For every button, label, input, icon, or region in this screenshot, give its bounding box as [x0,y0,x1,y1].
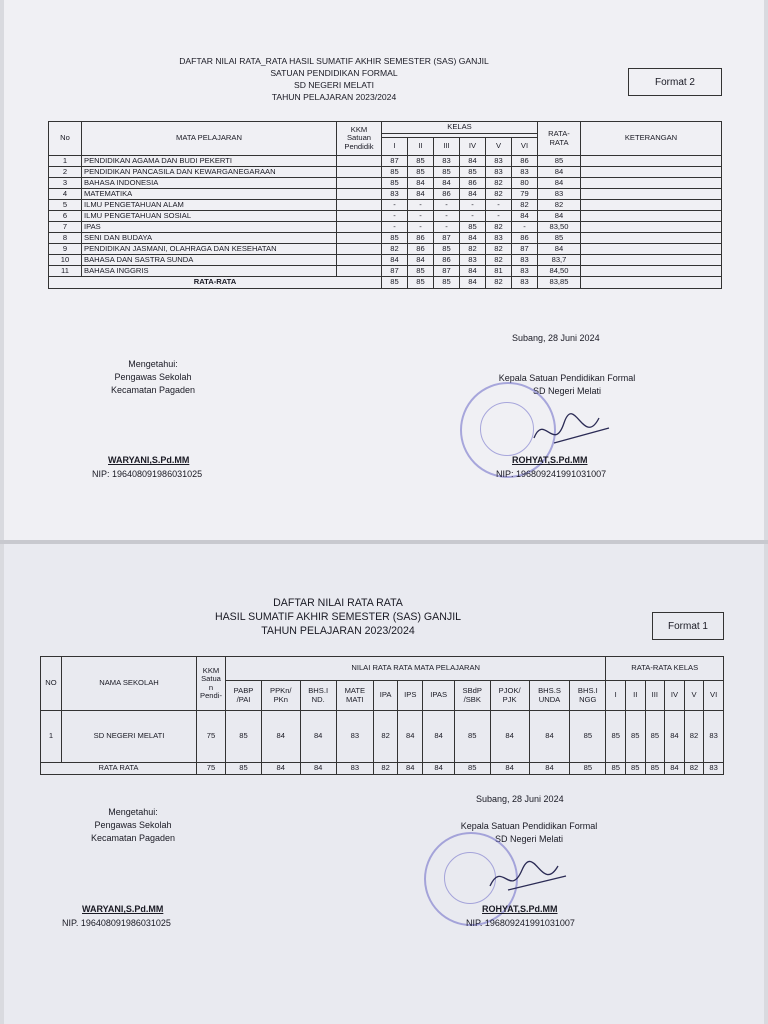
col-subject [529,681,569,711]
table-row [49,211,722,222]
row-avg: 82 [538,200,581,211]
col-class: I [382,138,408,156]
total-subject-value: 84 [423,763,455,775]
col-notes: KETERANGAN [581,122,722,156]
row-kkm [337,255,382,266]
sign-line: SD Negeri Melati [532,386,602,396]
subject-line: UNDA [538,694,561,704]
total-avg: 83,85 [538,277,581,289]
row-avg: 83,7 [538,255,581,266]
right-signatory-name: ROHYAT,S.Pd.MM [512,455,588,465]
subject-line: PKn [273,694,288,704]
row-avg: 83,50 [538,222,581,233]
table-row [49,178,722,189]
subject-line: MATE [344,686,366,696]
row-avg: 85 [538,156,581,167]
row-class-value: - [434,211,460,222]
total-subject-value: 85 [570,763,606,775]
table-row [49,156,722,167]
row-class-value: - [486,211,512,222]
row-class-value: 82 [512,200,538,211]
row-notes [581,266,722,277]
row-class-value: 83 [486,156,512,167]
row-notes [581,255,722,266]
row-subject-value: 84 [423,711,455,763]
row-subject: MATEMATIKA [82,189,337,200]
row-kkm [337,222,382,233]
row-kkm [337,200,382,211]
left-signatory-nip: NIP: 196408091986031025 [92,469,203,479]
row-subject-value: 84 [529,711,569,763]
col-class: III [434,138,460,156]
table-row [49,167,722,178]
col-subject [423,681,455,711]
sign-line: Kecamatan Pagaden [110,385,196,395]
row-class-value: 86 [460,178,486,189]
total-class-value: 83 [704,763,724,775]
sign-line: Pengawas Sekolah [114,372,192,382]
total-class-value: 85 [606,763,626,775]
row-class-value: 83 [486,167,512,178]
row-class-value: 86 [512,156,538,167]
col-class: II [408,138,434,156]
col-subject [261,681,300,711]
row-avg: 84 [538,244,581,255]
report-sheet-format-1 [4,544,764,1024]
row-class-value: - [382,200,408,211]
col-class: V [684,681,704,711]
row-kkm [337,189,382,200]
row-class-value: 84 [512,211,538,222]
title-line: TAHUN PELAJARAN 2023/2024 [261,625,415,637]
col-class: VI [704,681,724,711]
total-class-value: 83 [512,277,538,289]
col-avg [538,122,581,156]
row-class-value: 84 [434,178,460,189]
row-class-value: 79 [512,189,538,200]
col-kelas: KELAS [382,122,538,134]
total-subject-value: 85 [226,763,262,775]
row-class-value: 85 [408,266,434,277]
total-class-value: 82 [486,277,512,289]
row-class-value: 80 [512,178,538,189]
row-class-value: 85 [434,167,460,178]
total-subject-value: 84 [398,763,423,775]
row-class-value: - [460,211,486,222]
total-subject-value: 82 [373,763,397,775]
row-class-value: 84 [460,233,486,244]
row-class-value: 85 [460,222,486,233]
row-class-value: 83 [512,167,538,178]
table-row [49,266,722,277]
right-signatory-name: ROHYAT,S.Pd.MM [482,904,558,914]
row-class-value: 85 [382,178,408,189]
row-class-value: 82 [486,255,512,266]
col-class: IV [665,681,685,711]
row-class-value: 85 [460,167,486,178]
row-subject-value: 84 [261,711,300,763]
subject-line: BHS.I [308,686,329,696]
total-subject-value: 85 [454,763,490,775]
total-class-value: 84 [665,763,685,775]
row-class-value: 84 [665,711,685,763]
row-no: 8 [49,233,82,244]
row-no: 10 [49,255,82,266]
sign-line: Kepala Satuan Pendidikan Formal [460,821,598,831]
row-class-value: 82 [486,244,512,255]
total-notes [581,277,722,289]
row-class-value: 85 [606,711,626,763]
total-subject-value: 84 [261,763,300,775]
row-notes [581,233,722,244]
col-classes-group: RATA-RATA KELAS [606,657,724,681]
subject-line: IPAS [430,690,448,700]
total-label: RATA RATA [41,763,197,775]
total-subject-value: 84 [300,763,336,775]
row-class-value: 84 [382,255,408,266]
row-subject-value: 85 [570,711,606,763]
sheet1-title [164,55,504,103]
col-class: IV [460,138,486,156]
school-average-table [40,656,724,775]
total-row [49,277,722,289]
subject-grades-table [48,121,722,289]
col-school: NAMA SEKOLAH [62,657,197,711]
row-no: 2 [49,167,82,178]
row-class-value: 86 [408,233,434,244]
format-badge: Format 1 [652,612,724,640]
table-row [49,244,722,255]
left-signatory-name: WARYANI,S.Pd.MM [82,904,164,914]
row-class-value: 86 [408,244,434,255]
row-subject: BAHASA INGGRIS [82,266,337,277]
sheet2-title [188,596,488,638]
title-line: SATUAN PENDIDIKAN FORMAL [270,68,398,78]
sheet2-date: Subang, 28 Juni 2024 [476,794,564,804]
row-subject-value: 84 [300,711,336,763]
subject-line: /PAI [236,694,251,704]
sign-line: Kepala Satuan Pendidikan Formal [498,373,636,383]
row-class-value: 86 [434,189,460,200]
row-class-value: - [512,222,538,233]
row-avg: 84 [538,211,581,222]
row-class-value: - [434,200,460,211]
row-class-value: 87 [512,244,538,255]
title-line: DAFTAR NILAI RATA RATA [273,597,403,609]
subject-line: PJK [502,694,517,704]
sign-line: Mengetahui: [108,807,158,817]
avg-line: RATA [549,137,569,147]
row-class-value: 85 [382,167,408,178]
col-class: VI [512,138,538,156]
row-avg: 84,50 [538,266,581,277]
row-class-value: 84 [408,178,434,189]
total-label: RATA-RATA [49,277,382,289]
table-row [49,222,722,233]
subject-line: BHS.I [577,686,598,696]
kkm-line: Pendidik [344,141,374,151]
title-line: DAFTAR NILAI RATA_RATA HASIL SUMATIF AKHIR SEMESTER (SAS) GANJIL [179,56,489,66]
subject-line: PJOK/ [498,686,521,696]
row-notes [581,178,722,189]
col-subject [373,681,397,711]
row-class-value: 84 [460,189,486,200]
row-class-value: 85 [434,244,460,255]
row-notes [581,211,722,222]
total-class-value: 85 [408,277,434,289]
row-no: 1 [49,156,82,167]
sheet1-left-signatory [88,358,218,397]
sign-line: SD Negeri Melati [494,834,564,844]
row-class-value: 81 [486,266,512,277]
title-line: SD NEGERI MELATI [293,80,375,90]
table-row [49,255,722,266]
subject-line: MATI [346,694,364,704]
total-class-value: 85 [382,277,408,289]
row-class-value: 87 [434,266,460,277]
row-no: 3 [49,178,82,189]
signature-scribble [524,408,614,458]
row-class-value: 85 [408,156,434,167]
col-subject [300,681,336,711]
total-class-value: 82 [684,763,704,775]
row-notes [581,244,722,255]
row-class-value: 85 [625,711,645,763]
subject-line: /SBK [463,694,481,704]
row-class-value: - [382,222,408,233]
row-class-value: 82 [486,178,512,189]
row-class-value: - [382,211,408,222]
row-kkm [337,266,382,277]
total-subject-value: 83 [336,763,373,775]
sheet1-date: Subang, 28 Juni 2024 [512,333,600,343]
kkm-line: KKM [350,124,368,134]
subject-line: ND. [311,694,325,704]
row-no: 4 [49,189,82,200]
row-class-value: 85 [382,233,408,244]
row-avg: 83 [538,189,581,200]
col-subjects-group: NILAI RATA RATA MATA PELAJARAN [226,657,606,681]
left-signatory-nip: NIP. 196408091986031025 [62,918,171,928]
subject-line: IPA [379,690,392,700]
row-kkm [337,167,382,178]
right-signatory-nip: NIP. 196809241991031007 [466,918,575,928]
row-class-value: 84 [460,156,486,167]
row-kkm [337,233,382,244]
row-school: SD NEGERI MELATI [62,711,197,763]
row-class-value: - [408,211,434,222]
row-avg: 84 [538,178,581,189]
subject-line: PPKn/ [270,686,292,696]
row-no: 7 [49,222,82,233]
left-signatory-name: WARYANI,S.Pd.MM [108,455,190,465]
row-subject: PENDIDIKAN PANCASILA DAN KEWARGANEGARAAN [82,167,337,178]
table-row [49,189,722,200]
row-class-value: - [408,200,434,211]
total-class-value: 85 [645,763,665,775]
row-class-value: 82 [382,244,408,255]
subject-line: BHS.S [538,686,561,696]
row-subject-value: 85 [226,711,262,763]
col-no: No [49,122,82,156]
row-kkm [337,211,382,222]
row-notes [581,156,722,167]
row-class-value: 84 [408,189,434,200]
kkm-line: n [208,682,214,692]
row-kkm [337,156,382,167]
kkm-line: Pendi- [200,690,222,700]
row-class-value: 85 [645,711,665,763]
table-row [49,200,722,211]
row-kkm [337,178,382,189]
table-row [49,233,722,244]
row-subject: ILMU PENGETAHUAN ALAM [82,200,337,211]
row-subject: PENDIDIKAN AGAMA DAN BUDI PEKERTI [82,156,337,167]
col-subject [490,681,529,711]
right-signatory-nip: NIP: 196809241991031007 [496,469,607,479]
signature-scribble [480,854,570,904]
row-class-value: 84 [460,266,486,277]
row-kkm: 75 [197,711,226,763]
total-row [41,763,724,775]
total-class-value: 84 [460,277,486,289]
col-no: NO [41,657,62,711]
row-subject: ILMU PENGETAHUAN SOSIAL [82,211,337,222]
row-class-value: 83 [382,189,408,200]
total-class-value: 85 [625,763,645,775]
row-class-value: 83 [486,233,512,244]
kkm-line: KKM [202,665,220,675]
row-class-value: 87 [382,266,408,277]
kkm-line: Satua [201,674,221,684]
avg-line: RATA- [548,129,570,139]
row-class-value: 83 [512,255,538,266]
row-class-value: 83 [460,255,486,266]
row-no: 6 [49,211,82,222]
row-notes [581,222,722,233]
row-class-value: 85 [408,167,434,178]
row-class-value: 82 [486,222,512,233]
col-kkm [337,122,382,156]
row-notes [581,167,722,178]
subject-line: SBdP [462,686,482,696]
total-subject-value: 84 [529,763,569,775]
row-class-value: 87 [434,233,460,244]
row-class-value: - [408,222,434,233]
total-class-value: 85 [434,277,460,289]
row-notes [581,200,722,211]
row-class-value: - [460,200,486,211]
row-class-value: 83 [704,711,724,763]
row-avg: 84 [538,167,581,178]
sign-line: Pengawas Sekolah [94,820,172,830]
row-class-value: - [434,222,460,233]
title-line: HASIL SUMATIF AKHIR SEMESTER (SAS) GANJIL [214,611,462,623]
col-class: III [645,681,665,711]
row-subject-value: 84 [398,711,423,763]
row-subject: BAHASA DAN SASTRA SUNDA [82,255,337,266]
row-no: 9 [49,244,82,255]
row-subject-value: 84 [490,711,529,763]
row-class-value: - [486,200,512,211]
sign-line: Kecamatan Pagaden [90,833,176,843]
col-subject [336,681,373,711]
col-class: V [486,138,512,156]
row-no: 1 [41,711,62,763]
col-kkm [197,657,226,711]
kkm-line: Satuan [346,133,372,143]
row-class-value: 83 [512,266,538,277]
row-subject-value: 85 [454,711,490,763]
col-subject [398,681,423,711]
col-subject [454,681,490,711]
row-avg: 85 [538,233,581,244]
row-notes [581,189,722,200]
row-no: 5 [49,200,82,211]
subject-line: NGG [579,694,597,704]
row-class-value: 83 [434,156,460,167]
format-badge: Format 2 [628,68,722,96]
col-subject [570,681,606,711]
row-subject-value: 82 [373,711,397,763]
row-class-value: 82 [684,711,704,763]
total-subject-value: 84 [490,763,529,775]
row-class-value: 84 [408,255,434,266]
row-class-value: 87 [382,156,408,167]
row-subject: IPAS [82,222,337,233]
subject-line: PABP [233,686,254,696]
row-class-value: 82 [486,189,512,200]
row-kkm [337,244,382,255]
report-sheet-format-2 [4,0,764,540]
title-line: TAHUN PELAJARAN 2023/2024 [271,92,397,102]
row-subject-value: 83 [336,711,373,763]
row-class-value: 86 [434,255,460,266]
total-kkm: 75 [197,763,226,775]
subject-line: IPS [404,690,417,700]
row-subject: PENDIDIKAN JASMANI, OLAHRAGA DAN KESEHATAN [82,244,337,255]
col-subject: MATA PELAJARAN [82,122,337,156]
row-subject: SENI DAN BUDAYA [82,233,337,244]
table-row [41,711,724,763]
col-subject [226,681,262,711]
col-class: I [606,681,626,711]
sheet2-left-signatory [68,806,198,845]
row-subject: BAHASA INDONESIA [82,178,337,189]
row-class-value: 82 [460,244,486,255]
row-no: 11 [49,266,82,277]
row-class-value: 86 [512,233,538,244]
sign-line: Mengetahui: [128,359,178,369]
col-class: II [625,681,645,711]
